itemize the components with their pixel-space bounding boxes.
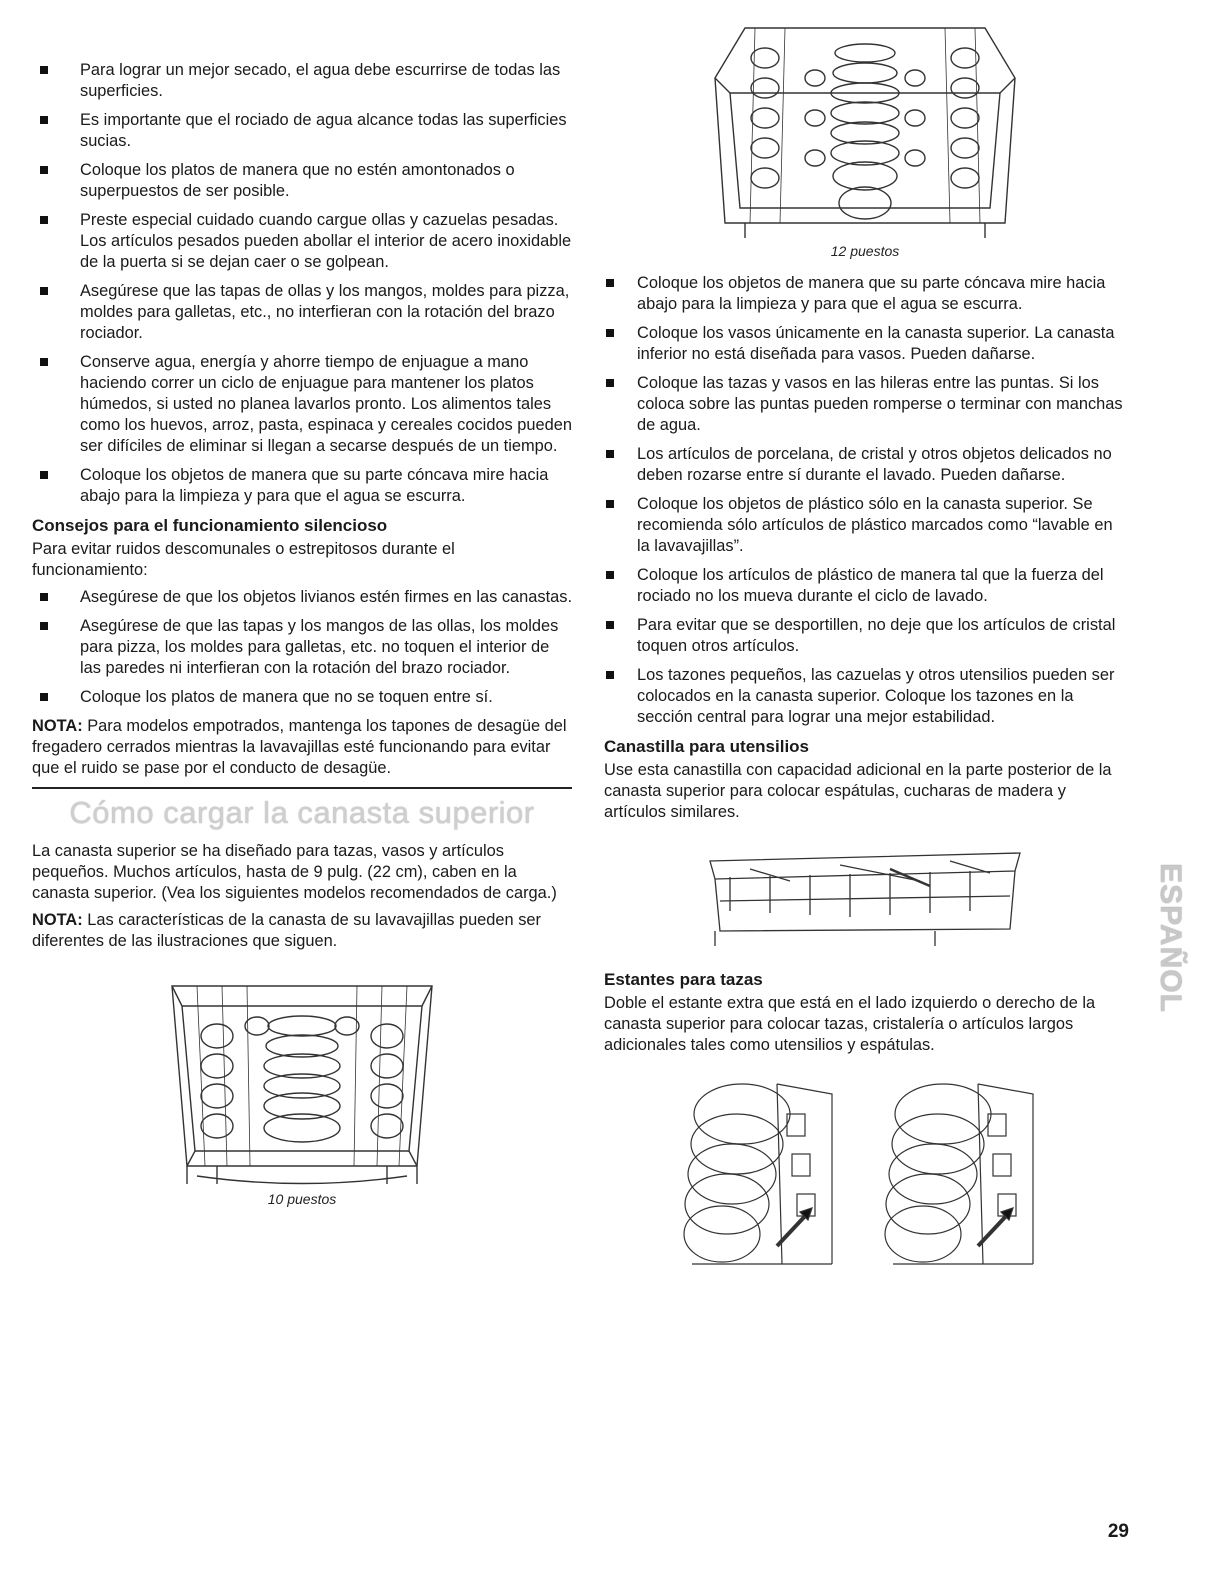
utensils-heading: Canastilla para utensilios	[604, 737, 810, 756]
list-item: Para lograr un mejor secado, el agua debe escurrirse de todas las superficies.	[32, 60, 572, 102]
note-rack	[32, 910, 572, 952]
list-item: Los artículos de porcelana, de cristal y otros objetos delicados no deben rozarse entre sí durante el lavado. Pueden dañarse.	[604, 444, 1126, 486]
list-item: Preste especial cuidado cuando cargue ollas y cazuelas pesadas. Los artículos pesados pueden abollar el interior de acero inoxidable de la puerta si se dejan caer o se golpean.	[32, 210, 572, 273]
language-tab-label: ESPAÑOL	[1154, 863, 1188, 1013]
caption-12-place: 12 puestos	[830, 243, 900, 259]
section-divider	[32, 787, 572, 789]
right-column	[604, 18, 1126, 1274]
quiet-intro: Para evitar ruidos descomunales o estrepitosos durante el funcionamiento:	[32, 540, 455, 579]
list-item: Coloque los artículos de plástico de manera tal que la fuerza del rociado no los mueva durante el ciclo de lavado.	[604, 565, 1126, 607]
list-item: Conserve agua, energía y ahorre tiempo de enjuague a mano haciendo correr un ciclo de enjuague para mantener los platos húmedos, si usted no planea lavarlos pronto. Los alimentos tales como los huevos, arroz, pasta, espinaca y cereales cocidos pueden ser difíciles de eliminar si llegan a secarse después de un tiempo.	[32, 352, 572, 457]
cups-heading: Estantes para tazas	[604, 970, 763, 989]
list-item: Coloque los objetos de plástico sólo en la canasta superior. Se recomienda sólo artículos de plástico marcados como “lavable en la lavavajillas”.	[604, 494, 1126, 557]
list-item: Coloque los objetos de manera que su parte cóncava mire hacia abajo para la limpieza y para que el agua se escurra.	[32, 465, 572, 507]
list-item: Asegúrese que las tapas de ollas y los mangos, moldes para pizza, moldes para galletas, etc., no interfieran con la rotación del brazo rociador.	[32, 281, 572, 344]
language-side-tab	[1149, 818, 1191, 1058]
note-label: NOTA:	[32, 911, 83, 929]
rack-12-place-illustration	[705, 18, 1025, 243]
note-text: Las características de la canasta de su lavavajillas pueden ser diferentes de las ilustraciones que siguen.	[32, 911, 541, 950]
list-item: Asegúrese de que las tapas y los mangos de las ollas, los moldes para pizza, los moldes para galletas, etc. no toquen el interior de las paredes ni interfieran con la rotación del brazo rociador.	[32, 616, 572, 679]
list-item: Los tazones pequeños, las cazuelas y otros utensilios pueden ser colocados en la canasta superior. Coloque los tazones en la sección central para lograr una mejor estabilidad.	[604, 665, 1126, 728]
left-column	[32, 60, 572, 1207]
loading-tips-list	[32, 60, 572, 507]
list-item: Asegúrese de que los objetos livianos estén firmes en las canastas.	[32, 587, 572, 608]
list-item: Coloque los platos de manera que no estén amontonados o superpuestos de ser posible.	[32, 160, 572, 202]
list-item: Para evitar que se desportillen, no deje que los artículos de cristal toquen otros artículos.	[604, 615, 1126, 657]
section-intro: La canasta superior se ha diseñado para tazas, vasos y artículos pequeños. Muchos artículos, hasta de 9 pulg. (22 cm), caben en la canasta superior. (Vea los siguientes modelos recomendados de carga.)	[32, 842, 557, 902]
list-item: Es importante que el rociado de agua alcance todas las superficies sucias.	[32, 110, 572, 152]
section-title: Cómo cargar la canasta superior	[69, 795, 535, 830]
cup-shelf-illustration	[682, 1074, 847, 1274]
note-text: Para modelos empotrados, mantenga los tapones de desagüe del fregadero cerrados mientras la lavavajillas esté funcionando para evitar que el ruido se pase por el conducto de desagüe.	[32, 717, 567, 777]
utensils-text: Use esta canastilla con capacidad adicional en la parte posterior de la canasta superior para colocar espátulas, cucharas de madera y artículos similares.	[604, 761, 1112, 821]
list-item: Coloque los vasos únicamente en la canasta superior. La canasta inferior no está diseñada para vasos. Pueden dañarse.	[604, 323, 1126, 365]
note-label: NOTA:	[32, 717, 83, 735]
list-item: Coloque las tazas y vasos en las hileras entre las puntas. Si los coloca sobre las puntas pueden romperse o terminar con manchas de agua.	[604, 373, 1126, 436]
cup-shelves-illustrations	[604, 1074, 1126, 1274]
cups-text: Doble el estante extra que está en el lado izquierdo o derecho de la canasta superior para colocar tazas, cristalería o artículos largos adicionales tales como utensilios y espátulas.	[604, 994, 1096, 1054]
list-item: Coloque los objetos de manera que su parte cóncava mire hacia abajo para la limpieza y para que el agua se escurra.	[604, 273, 1126, 315]
cup-shelf-illustration	[883, 1074, 1048, 1274]
list-item: Coloque los platos de manera que no se toquen entre sí.	[32, 687, 572, 708]
utensil-basket-illustration	[690, 841, 1040, 951]
note-drain	[32, 716, 572, 779]
upper-rack-tips-list	[604, 273, 1126, 728]
quiet-heading: Consejos para el funcionamiento silencioso	[32, 516, 388, 535]
rack-10-place-illustration	[157, 966, 447, 1191]
caption-10-place: 10 puestos	[267, 1191, 337, 1207]
page-number: 29	[1107, 1521, 1129, 1542]
quiet-tips-list	[32, 587, 572, 708]
